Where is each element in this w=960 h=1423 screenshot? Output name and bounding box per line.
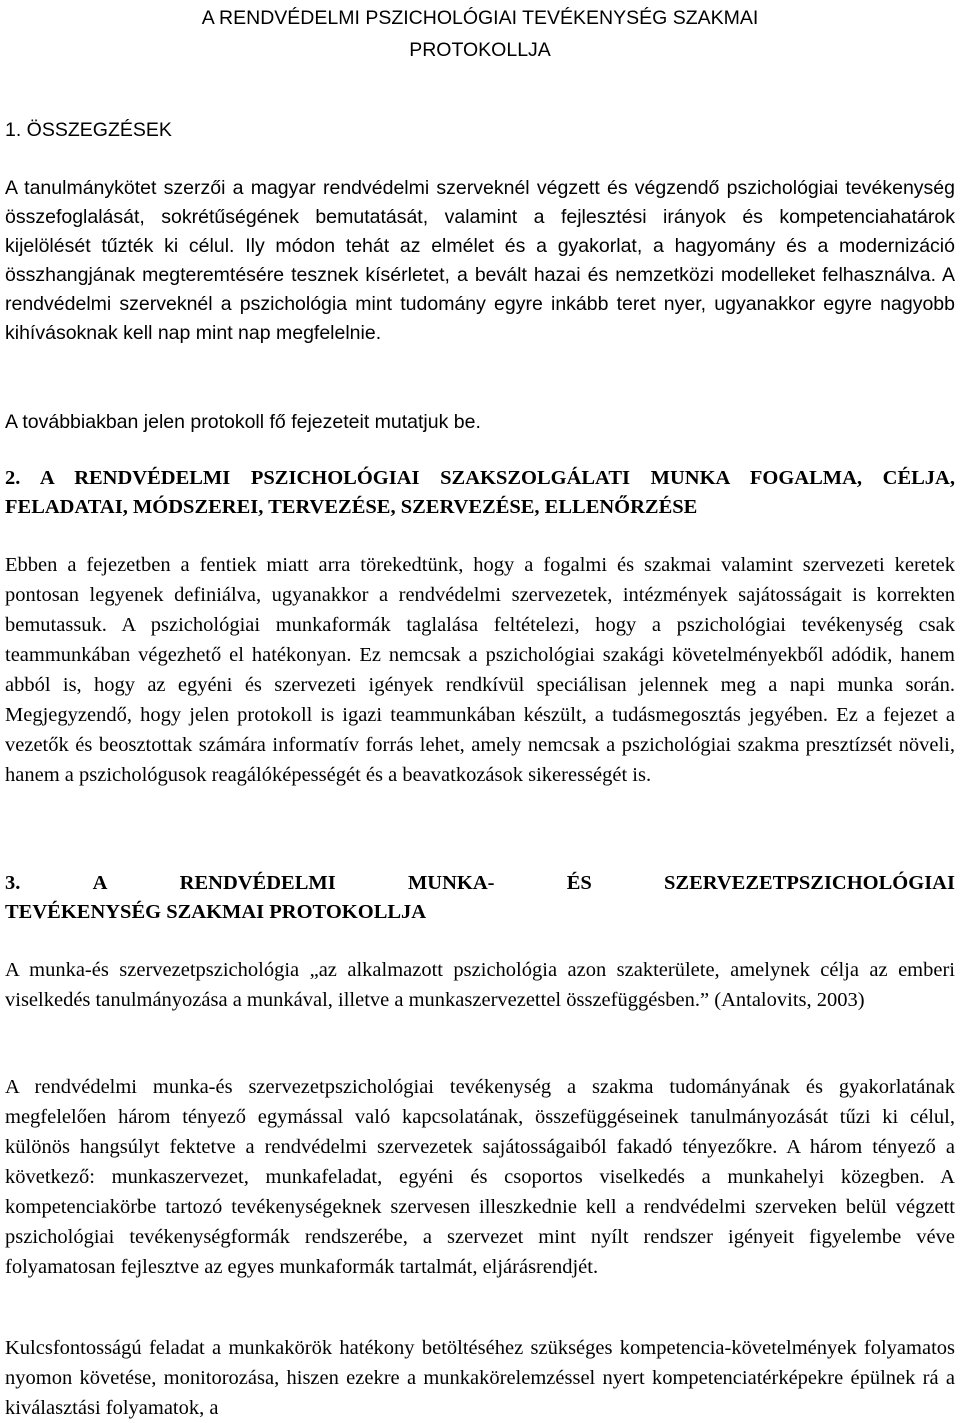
heading-word: 3. — [5, 872, 21, 894]
section-3-paragraph-2: A rendvédelmi munka-és szervezetpszichológiai tevékenység a szakma tudományának és gyakorlatának megfelelően három tényező egymással való kapcsolatának, összefüggéseinek tanulmányozását tűzi ki célul, különös hangsúlyt fektetve a rendvédelmi szervezetek sajátosságaiból fakadó tényezőkre. A három tényező a következő: munkaszervezet, munkafeladat, egyéni és csoportos viselkedés a munkahelyi közegben. A kompetenciakörbe tartozó tevékenységeknek szervesen illeszkednie kell a rendvédelmi szerveken belül végzett pszichológiai tevékenységformák rendszerébe, a szervezet mint nyílt rendszer igényeit figyelembe véve folyamatosan fejlesztve az egyes munkaformák tartalmát, eljárásrendjét. — [5, 1076, 955, 1278]
section-3-paragraph-1: A munka-és szervezetpszichológia „az alkalmazott pszichológia azon szakterülete, amelynek célja az emberi viselkedés tanulmányozása a munkával, illetve a munkaszervezettel összefüggésben.” (Antalovits, 2003) — [5, 959, 955, 1011]
section-1-paragraph-2: A továbbiakban jelen protokoll fő fejezeteit mutatjuk be. — [5, 411, 481, 433]
section-2-heading: 2. A RENDVÉDELMI PSZICHOLÓGIAI SZAKSZOLGÁLATI MUNKA FOGALMA, CÉLJA, FELADATAI, MÓDSZEREI, TERVEZÉSE, SZERVEZÉSE, ELLENŐRZÉSE — [5, 467, 955, 518]
heading-word: MUNKA- — [407, 872, 495, 894]
heading-word: ÉS — [566, 872, 592, 894]
section-3-heading-line-2: TEVÉKENYSÉG SZAKMAI PROTOKOLLJA — [5, 901, 427, 923]
document-title — [0, 2, 960, 66]
title-line-2: PROTOKOLLJA — [409, 39, 551, 61]
title-line-1: A RENDVÉDELMI PSZICHOLÓGIAI TEVÉKENYSÉG SZAKMAI — [201, 7, 759, 29]
section-1-paragraph-1: A tanulmánykötet szerzői a magyar rendvédelmi szerveknél végzett és végzendő pszichológiai tevékenység összefoglalását, sokrétűségének bemutatását, valamint a fejlesztési irányok és kompetenciahatárok kijelölését tűzték ki célul. Ily módon tehát az elmélet és a gyakorlat, a hagyomány és a modernizáció összhangjának megteremtésére tesznek kísérletet, a bevált hazai és nemzetközi modelleket felhasználva. A rendvédelmi szerveknél a pszichológia mint tudomány egyre inkább teret nyer, ugyanakkor egyre nagyobb kihívásoknak kell nap mint nap megfelelnie. — [5, 177, 955, 344]
heading-word: SZERVEZETPSZICHOLÓGIAI — [664, 872, 955, 894]
section-3-paragraph-3: Kulcsfontosságú feladat a munkakörök hatékony betöltéséhez szükséges kompetencia-követelmények folyamatos nyomon követése, monitorozása, hiszen ezekre a munkakörelemzéssel nyert kompetenciatérképekre épülnek rá a kiválasztási folyamatok, a — [5, 1337, 955, 1419]
section-3-heading-line-1 — [5, 869, 955, 898]
section-1-heading: 1. ÖSSZEGZÉSEK — [5, 119, 172, 141]
section-3-heading — [5, 869, 955, 927]
section-2-paragraph-1: Ebben a fejezetben a fentiek miatt arra törekedtünk, hogy a fogalmi és szakmai valamint szervezeti keretek pontosan legyenek definiálva, ugyanakkor a rendvédelmi szervezetek, intézmények sajátosságait is korrekten bemutassuk. A pszichológiai munkaformák taglalása feltételezi, hogy a pszichológiai tevékenység csak teammunkában végezhető el hatékonyan. Ez nemcsak a pszichológiai szakági követelményekből adódik, hanem abból is, hogy az egyéni és szervezeti igények rendkívül speciálisan jelennek meg a napi munka során. Megjegyzendő, hogy jelen protokoll is igazi teammunkában készült, a tudásmegosztás jegyében. Ez a fejezet a vezetők és beosztottak számára informatív forrás lehet, amely nemcsak a pszichológiai szakma presztízsét növeli, hanem a pszichológusok reagálóképességét és a beavatkozások sikerességét is. — [5, 554, 955, 786]
heading-word: RENDVÉDELMI — [179, 872, 336, 894]
heading-word: A — [92, 872, 108, 894]
